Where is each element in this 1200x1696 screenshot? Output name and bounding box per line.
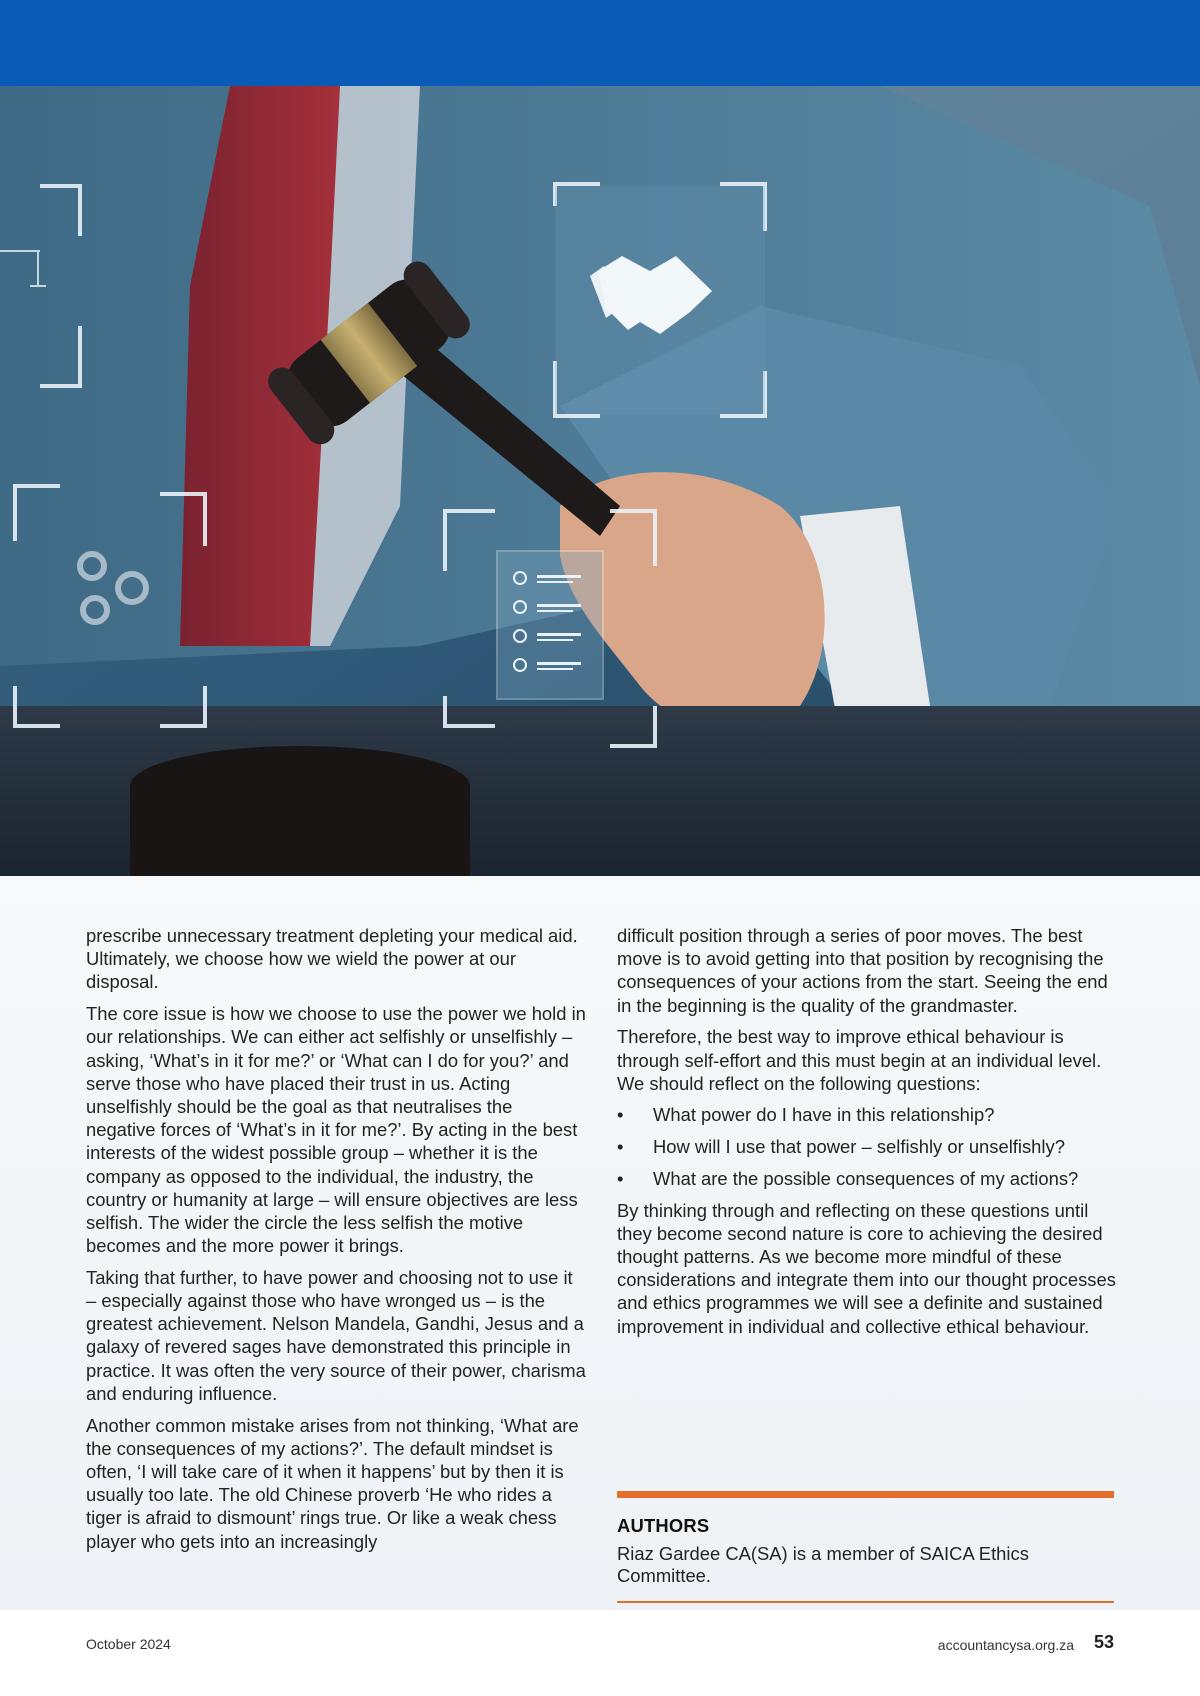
- checklist-icon: [497, 551, 603, 699]
- list-item-text: What power do I have in this relationship?: [653, 1104, 995, 1126]
- paragraph: difficult position through a series of poor moves. The best move is to avoid getting into that position by recognising the consequences of your actions from the start. Seeing the end in the beginning is the quality of the grandmaster.: [617, 925, 1108, 1016]
- top-banner: [0, 0, 1200, 86]
- accent-rule: [617, 1491, 1114, 1498]
- divider: [617, 1601, 1114, 1603]
- issue-date: October 2024: [86, 1636, 171, 1652]
- hero-image: [0, 86, 1200, 876]
- list-item-text: How will I use that power – selfishly or unselfishly?: [653, 1136, 1065, 1158]
- hero-illustration: [0, 86, 1200, 876]
- list-item: [617, 1167, 1117, 1190]
- bullet-icon: •: [617, 1167, 624, 1189]
- authors-heading: AUTHORS: [617, 1515, 710, 1536]
- authors-text: Riaz Gardee CA(SA) is a member of SAICA Ethics Committee.: [617, 1543, 1029, 1586]
- paragraph: By thinking through and reflecting on these questions until they become second nature is core to achieving the desired thought patterns. As we become more mindful of these considerations and integrate them into our thought processes and ethics programmes we will see a definite and sustained improvement in individual and collective ethical behaviour.: [617, 1199, 1116, 1337]
- article-column-right: [617, 924, 1117, 1346]
- list-item-text: What are the possible consequences of my actions?: [653, 1167, 1079, 1189]
- page-number: 53: [1093, 1632, 1114, 1652]
- paragraph: Taking that further, to have power and choosing not to use it – especially against those who have wronged us – is the greatest achievement. Nelson Mandela, Gandhi, Jesus and a galaxy of revered sages have demonstrated this principle in practice. It was often the very source of their power, charisma and enduring influence.: [86, 1266, 586, 1404]
- list-item: [617, 1103, 1117, 1126]
- questions-list: [617, 1103, 1117, 1190]
- website-link[interactable]: accountancysa.org.za: [937, 1637, 1074, 1653]
- bullet-icon: •: [617, 1136, 624, 1158]
- paragraph: Another common mistake arises from not thinking, ‘What are the consequences of my actions?’. The default mindset is often, ‘I will take care of it when it happens’ but by then it is usually too late. The old Chinese proverb ‘He who rides a tiger is afraid to dismount’ rings true. Or like a weak chess player who gets into an increasingly: [86, 1414, 579, 1552]
- bullet-icon: •: [617, 1104, 624, 1126]
- paragraph: The core issue is how we choose to use the power we hold in our relationships. We can either act selfishly or unselfishly – asking, ‘What’s in it for me?’ or ‘What can I do for you?’ and serve those who have placed their trust in us. Acting unselfishly should be the goal as that neutralises the negative forces of ‘What’s in it for me?’. By acting in the best interests of the widest possible group – whether it is the company as opposed to the individual, the industry, the country or humanity at large – will ensure objectives are less selfish. The wider the circle the less selfish the motive becomes and the more power it brings.: [86, 1003, 586, 1257]
- paragraph: Therefore, the best way to improve ethical behaviour is through self-effort and this must begin at an individual level. We should reflect on the following questions:: [617, 1026, 1102, 1094]
- list-item: [617, 1135, 1117, 1158]
- page-footer: [0, 1610, 1200, 1696]
- paragraph: prescribe unnecessary treatment depleting your medical aid. Ultimately, we choose how we wield the power at our disposal.: [86, 925, 578, 993]
- authors-box: [617, 1491, 1114, 1603]
- article-column-left: [86, 924, 586, 1561]
